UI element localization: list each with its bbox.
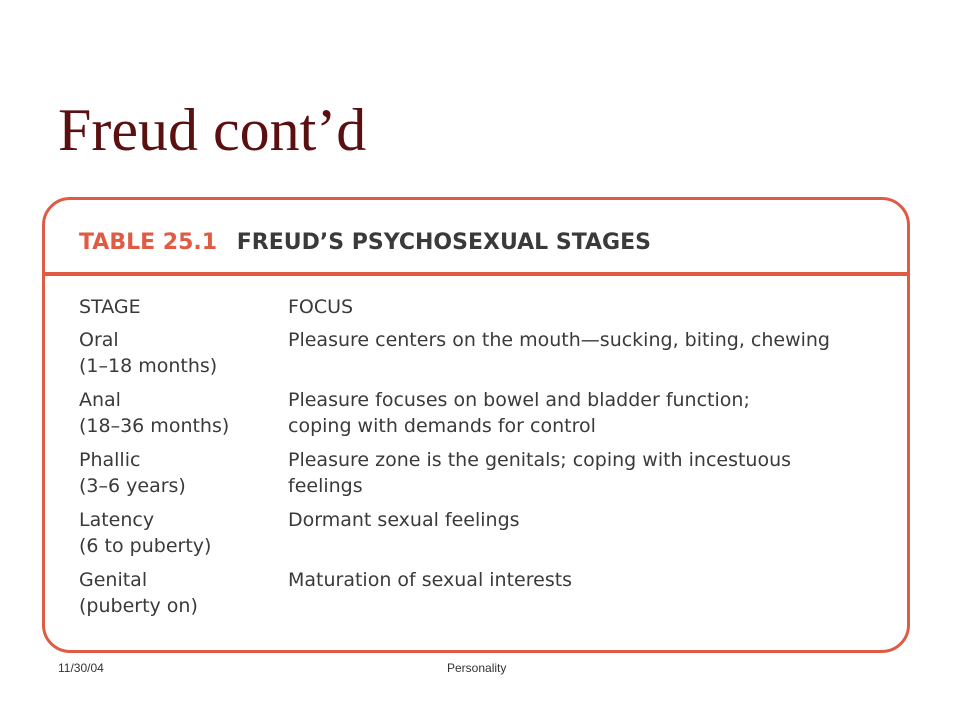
- stage-age: (puberty on): [79, 595, 198, 617]
- stage-name: Anal: [79, 389, 121, 411]
- stage-focus-continued: feelings: [288, 475, 363, 497]
- stages-table: [42, 197, 910, 653]
- stage-focus: Pleasure centers on the mouth—sucking, biting, chewing: [288, 329, 830, 351]
- table-row-phallic: [45, 451, 907, 511]
- table-row-oral: [45, 331, 907, 391]
- stage-age: (18–36 months): [79, 415, 230, 437]
- stage-age: (6 to puberty): [79, 535, 212, 557]
- stage-focus: Dormant sexual feelings: [288, 509, 520, 531]
- stage-age: (1–18 months): [79, 355, 218, 377]
- stage-name: Oral: [79, 329, 119, 351]
- stage-name: Latency: [79, 509, 155, 531]
- column-header-stage: STAGE: [79, 296, 141, 318]
- stage-age: (3–6 years): [79, 475, 186, 497]
- table-row-anal: [45, 391, 907, 451]
- heading-divider: [45, 272, 907, 276]
- table-heading: [79, 232, 651, 254]
- footer-date: 11/30/04: [58, 661, 104, 675]
- stage-focus: Pleasure focuses on bowel and bladder function;: [288, 389, 750, 411]
- table-row-latency: [45, 511, 907, 571]
- table-caption: FREUD’S PSYCHOSEXUAL STAGES: [236, 230, 651, 255]
- stage-name: Phallic: [79, 449, 141, 471]
- stage-focus-continued: coping with demands for control: [288, 415, 596, 437]
- table-row-genital: [45, 571, 907, 631]
- footer-title: Personality: [447, 661, 507, 675]
- table-number: TABLE 25.1: [79, 230, 218, 255]
- stage-focus: Maturation of sexual interests: [288, 569, 573, 591]
- stage-focus: Pleasure zone is the genitals; coping with incestuous: [288, 449, 792, 471]
- column-header-focus: FOCUS: [288, 296, 354, 318]
- slide-title: Freud cont’d: [58, 97, 367, 163]
- stage-name: Genital: [79, 569, 148, 591]
